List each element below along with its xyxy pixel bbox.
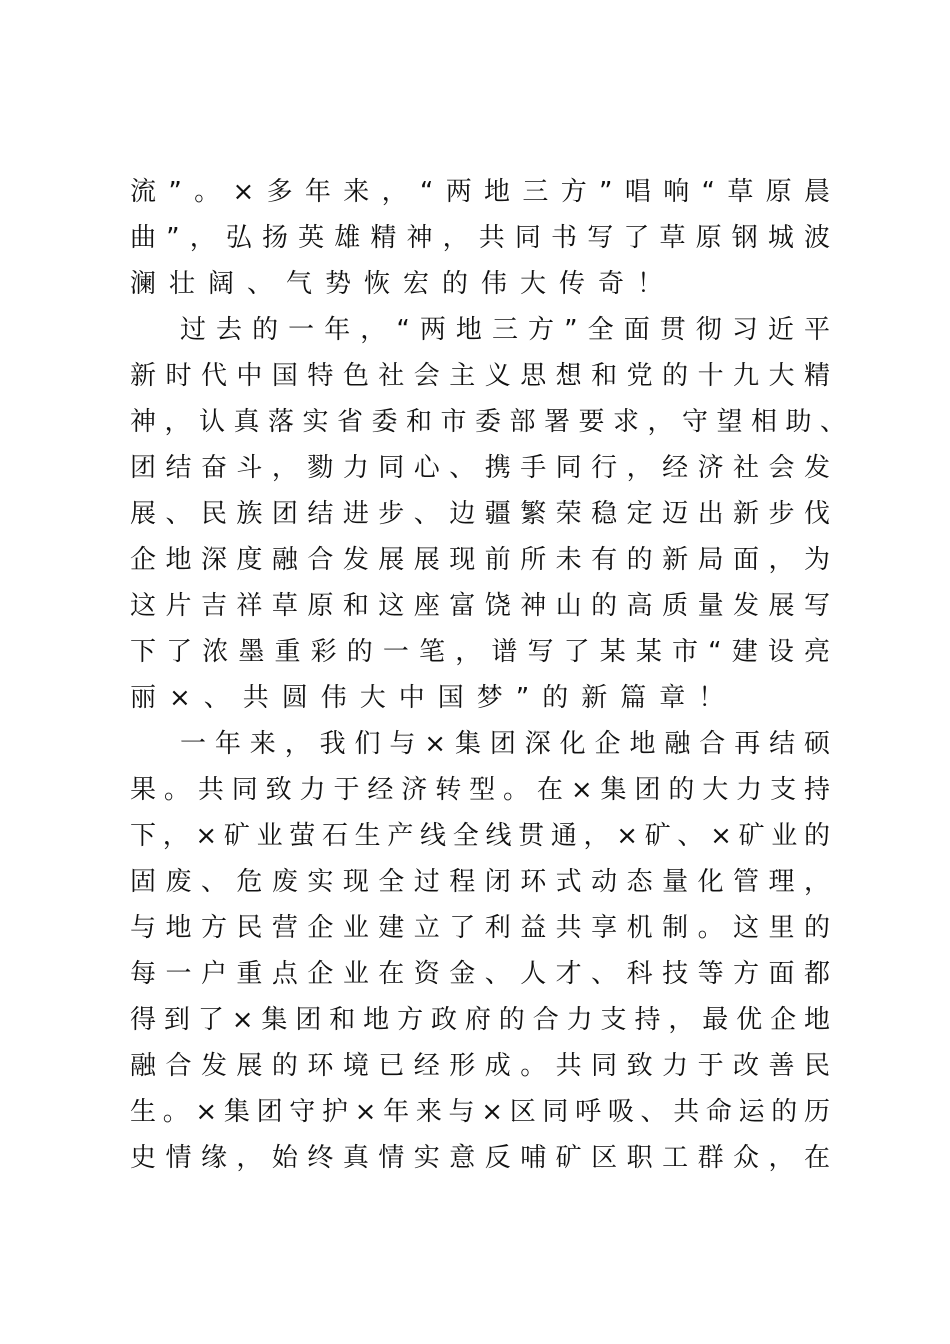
text-line: 融合发展的环境已经形成。共同致力于改善民 — [130, 1051, 830, 1081]
text-line: 新时代中国特色社会主义思想和党的十九大精 — [130, 361, 830, 391]
text-line: 下，×矿业萤石生产线全线贯通，×矿、×矿业的 — [130, 821, 830, 851]
text-line: 果。共同致力于经济转型。在×集团的大力支持 — [130, 775, 830, 805]
text-line: 史情缘，始终真情实意反哺矿区职工群众，在 — [130, 1143, 830, 1173]
text-line: 澜壮阔、气势恢宏的伟大传奇！ — [130, 269, 677, 299]
text-line: 生。×集团守护×年来与×区同呼吸、共命运的历 — [130, 1097, 830, 1127]
text-line: 这片吉祥草原和这座富饶神山的高质量发展写 — [130, 591, 830, 621]
text-line: 丽×、共圆伟大中国梦”的新篇章！ — [130, 683, 738, 713]
text-line: 固废、危废实现全过程闭环式动态量化管理， — [130, 867, 830, 897]
paragraph-first-line: 一年来，我们与×集团深化企地融合再结硕 — [180, 729, 830, 759]
text-line: 下了浓墨重彩的一笔，谱写了某某市“建设亮 — [130, 637, 830, 667]
text-line: 每一户重点企业在资金、人才、科技等方面都 — [130, 959, 830, 989]
text-line: 曲”，弘扬英雄精神，共同书写了草原钢城波 — [130, 223, 830, 253]
text-line: 企地深度融合发展展现前所未有的新局面，为 — [130, 545, 830, 575]
text-line: 与地方民营企业建立了利益共享机制。这里的 — [130, 913, 830, 943]
text-line: 团结奋斗，勠力同心、携手同行，经济社会发 — [130, 453, 830, 483]
text-line: 展、民族团结进步、边疆繁荣稳定迈出新步伐 — [130, 499, 830, 529]
paragraph-first-line: 过去的一年，“两地三方”全面贯彻习近平 — [180, 315, 830, 345]
text-line: 神，认真落实省委和市委部署要求，守望相助、 — [130, 407, 846, 437]
text-line: 得到了×集团和地方政府的合力支持，最优企地 — [130, 1005, 830, 1035]
text-line: 流”。×多年来，“两地三方”唱响“草原晨 — [130, 177, 830, 207]
